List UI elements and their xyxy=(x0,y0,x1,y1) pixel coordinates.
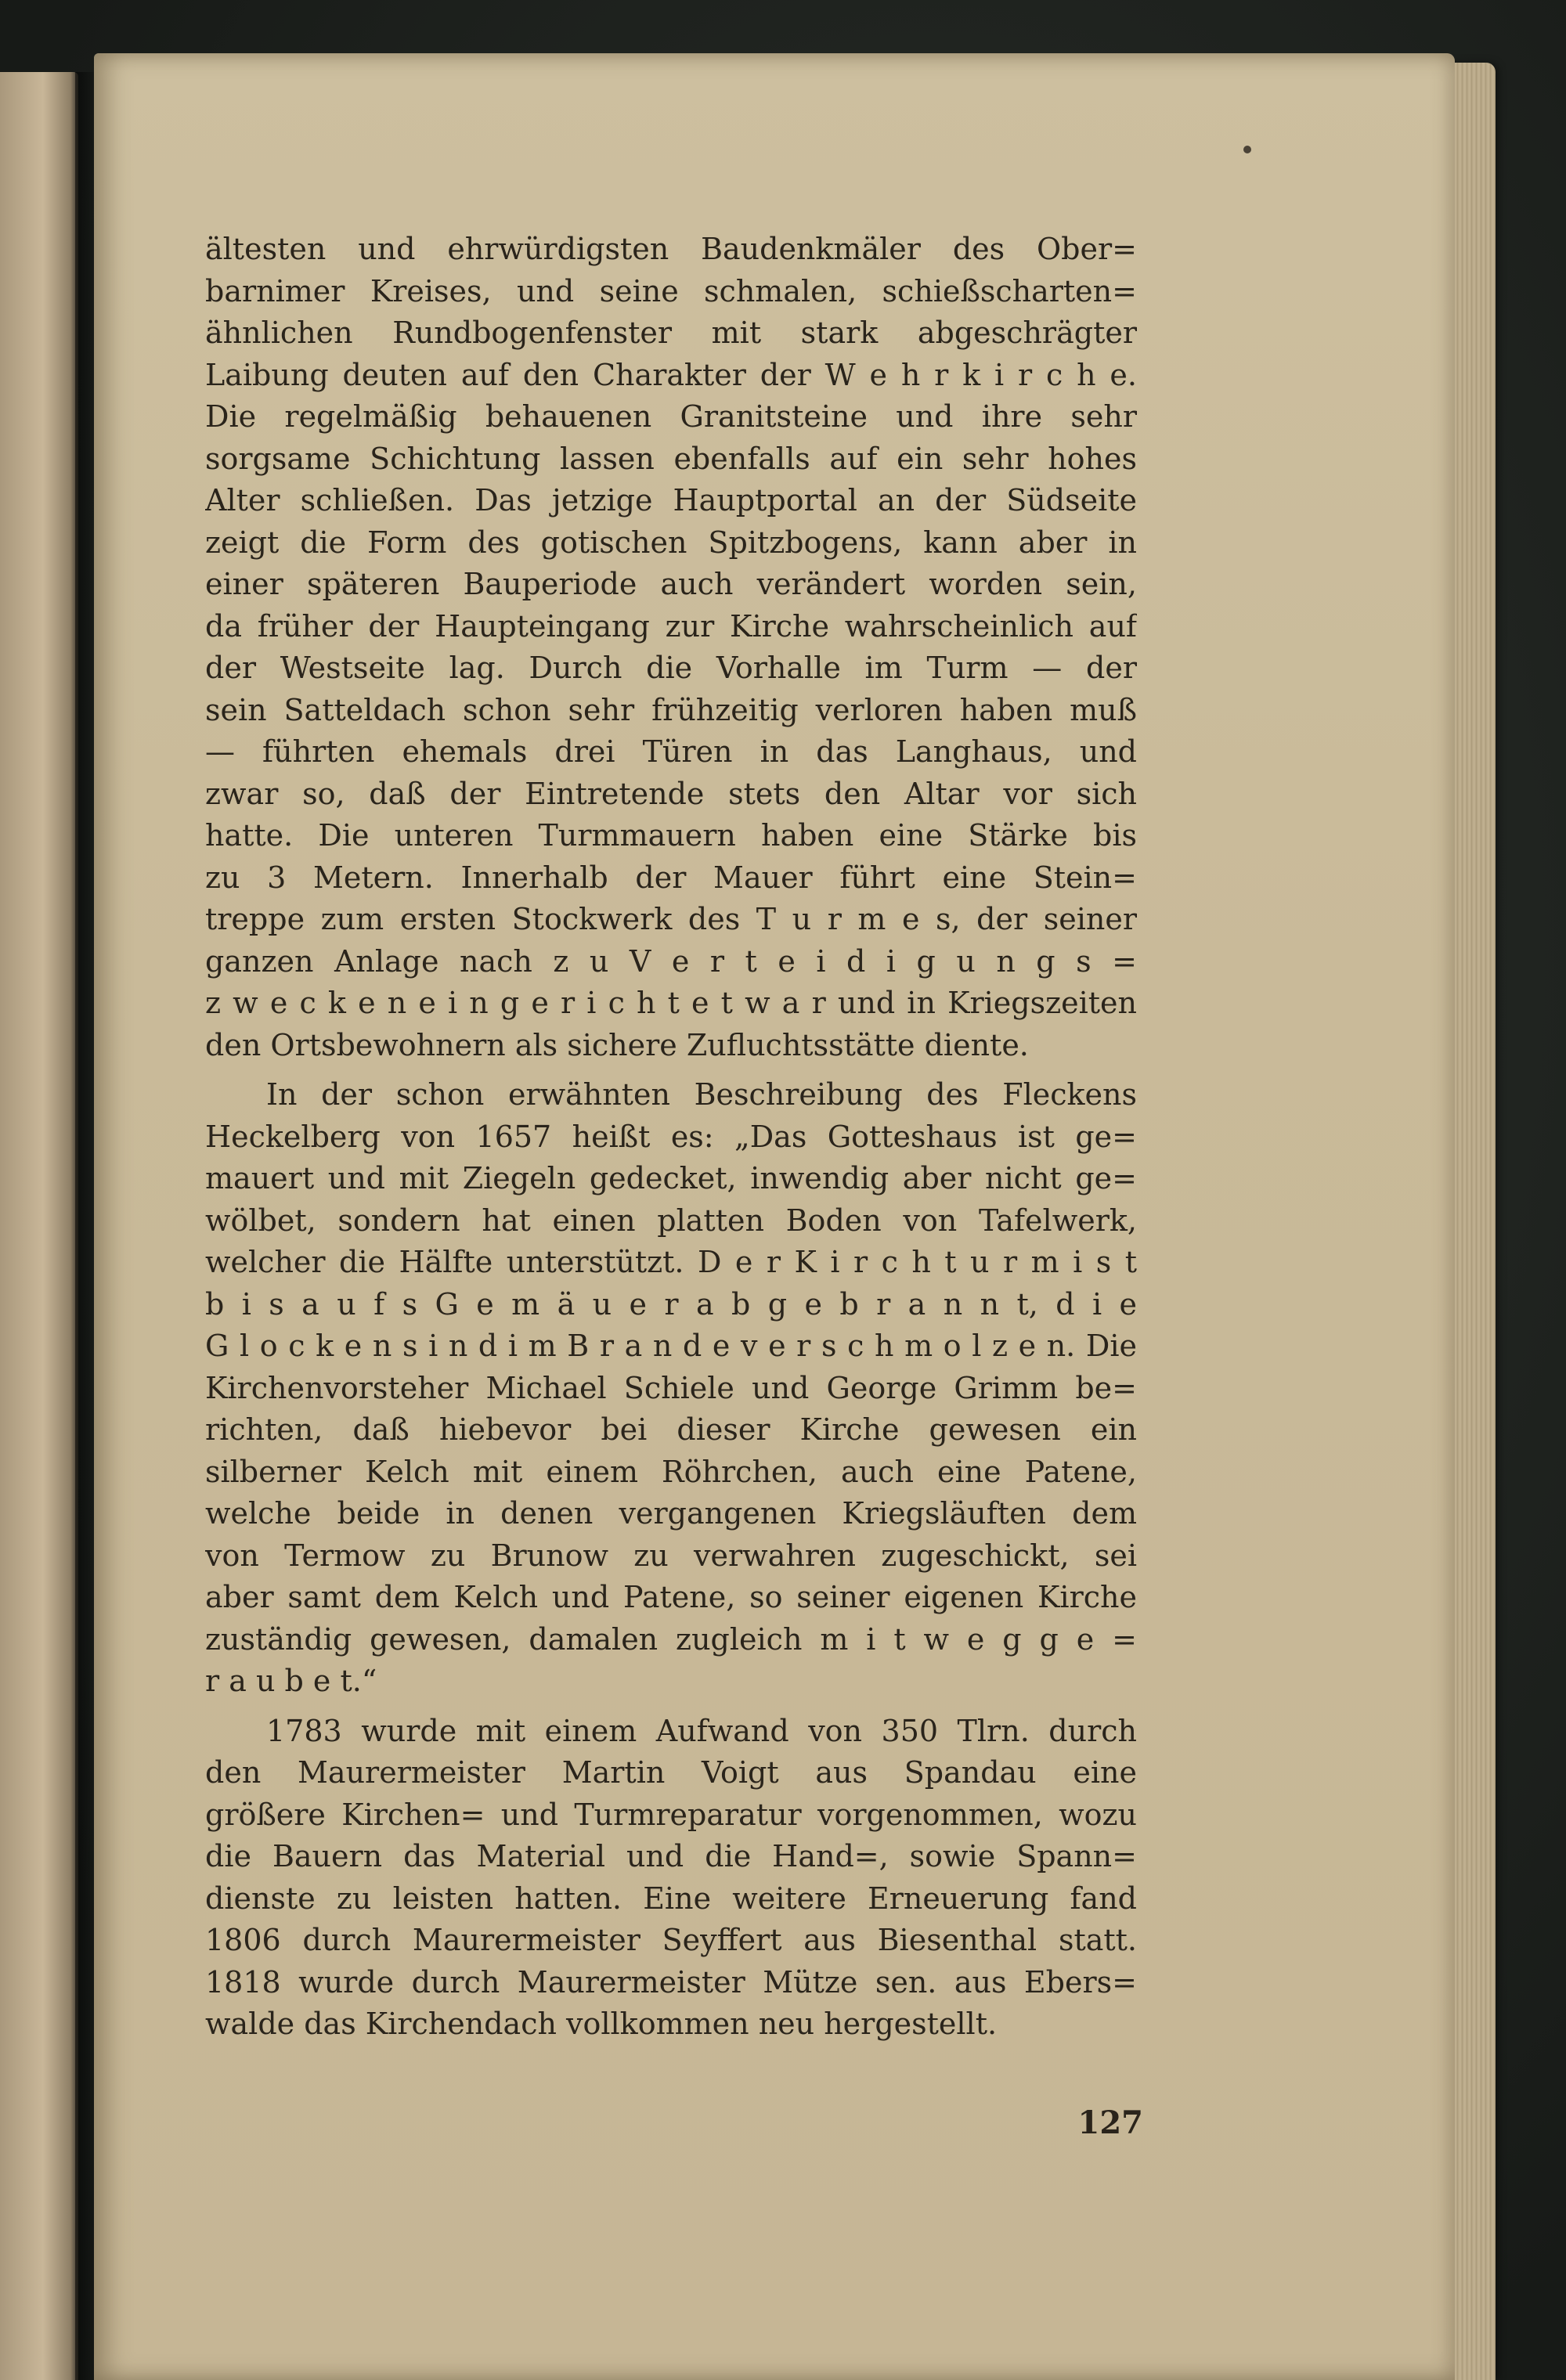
text-line: den Maurermeister Martin Voigt aus Spandau eine xyxy=(205,1755,1137,1790)
text-line: Laibung deuten auf den Charakter der W e h r k i r c h e. xyxy=(205,357,1137,392)
text-line: barnimer Kreises, und seine schmalen, schießscharten= xyxy=(205,273,1137,308)
text-line: z w e c k e n e i n g e r i c h t e t w a r und in Kriegszeiten xyxy=(205,986,1137,1020)
text-line: b i s a u f s G e m ä u e r a b g e b r a n n t, d i e xyxy=(205,1286,1137,1322)
paragraph xyxy=(205,229,1137,1066)
text-line: von Termow zu Brunow zu verwahren zugeschickt, sei xyxy=(205,1538,1137,1573)
text-line: Kirchenvorsteher Michael Schiele und George Grimm be= xyxy=(205,1370,1137,1405)
text-line: r a u b e t.“ xyxy=(205,1664,377,1698)
text-line: ähnlichen Rundbogenfenster mit stark abgeschrägter xyxy=(205,316,1137,350)
text-line: ältesten und ehrwürdigsten Baudenkmäler des Ober= xyxy=(205,232,1137,266)
text-line: zu 3 Metern. Innerhalb der Mauer führt eine Stein= xyxy=(205,860,1137,895)
text-line: zuständig gewesen, damalen zugleich m i t w e g g e = xyxy=(205,1621,1137,1657)
text-line: Die regelmäßig behauenen Granitsteine und ihre sehr xyxy=(205,399,1137,434)
paragraph xyxy=(205,1074,1137,1703)
text-line: — führten ehemals drei Türen in das Langhaus, und xyxy=(205,734,1137,769)
text-line: ganzen Anlage nach z u V e r t e i d i g u n g s = xyxy=(205,943,1137,979)
text-line: die Bauern das Material und die Hand=, sowie Spann= xyxy=(205,1839,1137,1873)
text-line: wölbet, sondern hat einen platten Boden von Tafelwerk, xyxy=(205,1203,1137,1238)
text-line: zwar so, daß der Eintretende stets den Altar vor sich xyxy=(205,776,1137,811)
text-line: welcher die Hälfte unterstützt. D e r K i r c h t u r m i s t xyxy=(205,1245,1137,1279)
text-line: G l o c k e n s i n d i m B r a n d e v e r s c h m o l z e n. Die xyxy=(205,1329,1137,1363)
text-line: einer späteren Bauperiode auch verändert worden sein, xyxy=(205,567,1137,601)
text-line: da früher der Haupteingang zur Kirche wahrscheinlich auf xyxy=(205,608,1137,644)
text-line: silberner Kelch mit einem Röhrchen, auch eine Patene, xyxy=(205,1454,1137,1489)
text-line: dienste zu leisten hatten. Eine weitere Erneuerung fand xyxy=(205,1881,1137,1916)
body-text xyxy=(205,229,1137,2046)
text-line: größere Kirchen= und Turmreparatur vorgenommen, wozu xyxy=(205,1797,1137,1832)
ink-spot xyxy=(1243,146,1251,153)
text-line: walde das Kirchendach vollkommen neu hergestellt. xyxy=(205,2007,998,2041)
text-line: zeigt die Form des gotischen Spitzbogens, kann aber in xyxy=(205,525,1137,560)
left-page-edge xyxy=(0,72,78,2380)
text-line: welche beide in denen vergangenen Kriegsläuften dem xyxy=(205,1496,1137,1531)
text-line: 1818 wurde durch Maurermeister Mütze sen. aus Ebers= xyxy=(205,1964,1137,2000)
text-line: der Westseite lag. Durch die Vorhalle im Turm — der xyxy=(205,651,1137,685)
page-number: 127 xyxy=(1077,2104,1143,2141)
text-line: In der schon erwähnten Beschreibung des Fleckens xyxy=(266,1077,1137,1112)
text-line: den Ortsbewohnern als sichere Zufluchtsstätte diente. xyxy=(205,1027,1029,1062)
text-line: Heckelberg von 1657 heißt es: „Das Gotteshaus ist ge= xyxy=(205,1119,1137,1154)
page-stack-edge xyxy=(1449,63,1496,2380)
text-line: mauert und mit Ziegeln gedecket, inwendig aber nicht ge= xyxy=(205,1161,1137,1195)
text-line: Alter schließen. Das jetzige Hauptportal an der Südseite xyxy=(205,483,1137,517)
text-line: hatte. Die unteren Turmmauern haben eine Stärke bis xyxy=(205,818,1137,853)
text-line: richten, daß hiebevor bei dieser Kirche gewesen ein xyxy=(205,1412,1137,1447)
text-line: 1806 durch Maurermeister Seyffert aus Biesenthal statt. xyxy=(205,1923,1137,1957)
text-line: sorgsame Schichtung lassen ebenfalls auf ein sehr hohes xyxy=(205,441,1137,476)
text-line: 1783 wurde mit einem Aufwand von 350 Tlrn. durch xyxy=(266,1713,1137,1748)
text-line: treppe zum ersten Stockwerk des T u r m e s, der seiner xyxy=(205,902,1137,936)
text-line: sein Satteldach schon sehr frühzeitig verloren haben muß xyxy=(205,692,1137,727)
text-line: aber samt dem Kelch und Patene, so seiner eigenen Kirche xyxy=(205,1580,1137,1614)
paragraph xyxy=(205,1711,1137,2046)
